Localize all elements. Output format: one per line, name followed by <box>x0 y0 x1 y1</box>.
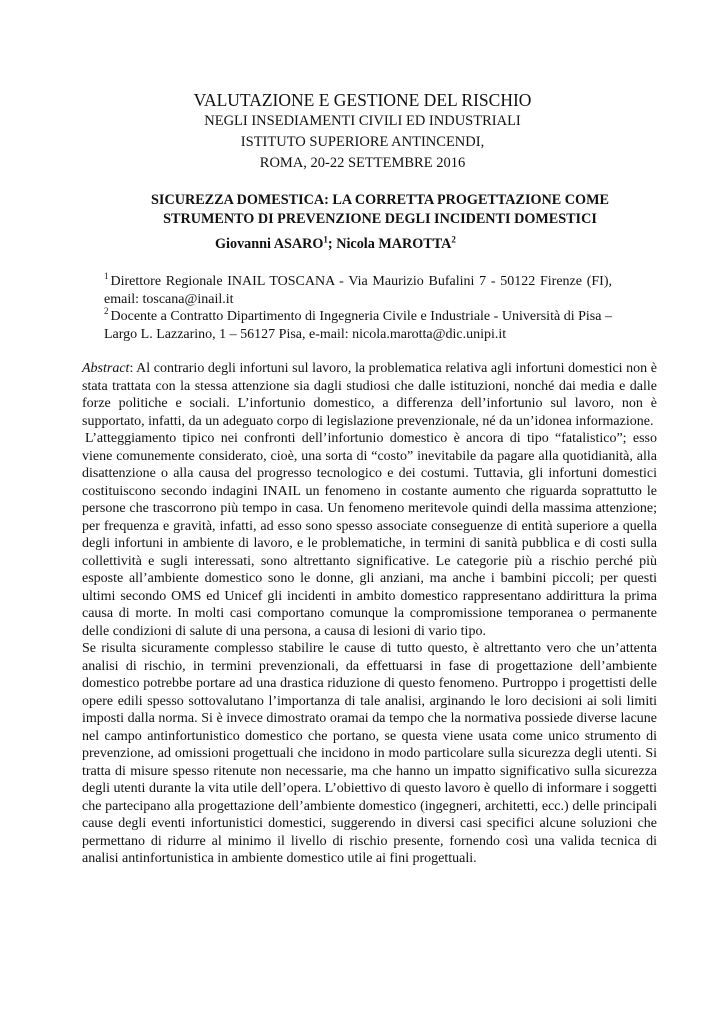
author-separator: ; <box>327 236 337 252</box>
footnote-mark: 2 <box>104 306 109 317</box>
affiliation-2 <box>104 308 612 343</box>
footnote-mark: 1 <box>323 234 328 245</box>
author-name: Giovanni ASARO <box>215 236 324 252</box>
footnote-mark: 2 <box>451 234 456 245</box>
abstract-paragraph-2: L’atteggiamento tipico nei confronti dell’infortunio domestico è ancora di tipo “fatalistico”; esso viene comunemente considerato, cioè, una sorta di “costo” inevitabile da pagare alla quotidianità, alla disattenzione o alla causa del progresso tecnologico e dei costumi. Tuttavia, gli infortuni domestici costituiscono secondo indagini INAIL un fenomeno in costante aumento che riguarda soprattutto le persone che trascorrono più tempo in casa. Un fenomeno meritevole quindi della massima attenzione; per frequenza e gravità, infatti, ad esso sono spesso associate conseguenze di entità superiore a quella degli infortuni in ambiente di lavoro, e le problematiche, in termini di sanità pubblica e di costi sulla collettività e sugli interessati, sono altrettanto significative. Le categorie più a rischio perché più esposte all’ambiente domestico sono le donne, gli anziani, ma anche i bambini piccoli; per questi ultimi secondo OMS ed Unicef gli incidenti in ambito domestico rappresentano addirittura la prima causa di morte. In molti casi comportano comunque la compromissione temporanea o permanente delle condizioni di salute di una persona, a causa di lesioni di vario tipo. <box>82 431 657 639</box>
abstract-label: Abstract <box>82 361 130 376</box>
conference-date: ROMA, 20-22 SETTEMBRE 2016 <box>259 155 466 171</box>
footnote-mark: 1 <box>104 271 109 282</box>
conference-subtitle: NEGLI INSEDIAMENTI CIVILI ED INDUSTRIALI <box>204 113 521 129</box>
abstract <box>82 360 657 868</box>
paper-title <box>110 191 650 229</box>
affiliation-1 <box>104 273 612 308</box>
abstract-colon: : <box>129 361 134 376</box>
affiliation-text: Direttore Regionale INAIL TOSCANA - Via Maurizio Bufalini 7 - 50122 Firenze (FI), email: toscana@inail.it <box>104 274 612 307</box>
affiliation-text: Docente a Contratto Dipartimento di Ingegneria Civile e Industriale - Università di Pisa – Largo L. Lazzarino, 1 – 56127 Pisa, e-mail: nicola.marotta@dic.unipi.it <box>104 309 612 342</box>
affiliations <box>104 273 612 343</box>
abstract-paragraph-1 <box>82 360 657 430</box>
author-list <box>215 236 456 253</box>
conference-title: VALUTAZIONE E GESTIONE DEL RISCHIO <box>193 90 532 110</box>
paper-title-line-1: SICUREZZA DOMESTICA: LA CORRETTA PROGETTAZIONE COME <box>151 192 609 208</box>
conference-header <box>0 90 725 174</box>
conference-venue: ISTITUTO SUPERIORE ANTINCENDI, <box>240 134 485 150</box>
abstract-paragraph-3: Se risulta sicuramente complesso stabilire le cause di tutto questo, è altrettanto vero che un’attenta analisi di rischio, in termini prevenzionali, da effettuarsi in fase di progettazione dell’ambiente domestico potrebbe portare ad una drastica riduzione di questo fenomeno. Purtroppo i progettisti delle opere edili spesso sottovalutano l’importanza di tale analisi, arginando le loro decisioni ai soli limiti imposti dalla norma. Si è invece dimostrato oramai da tempo che la normativa possiede diverse lacune nel campo antinfortunistico domestico che portano, se questa viene usata come unico strumento di prevenzione, ad omissioni progettuali che incidono in modo particolare sulla sicurezza degli utenti. Si tratta di misure spesso ritenute non necessarie, ma che hanno un impatto significativo sulla sicurezza degli utenti durante la vita utile dell’opera. L’obiettivo di questo lavoro è quello di informare i soggetti che partecipano alla progettazione dell’ambiente domestico (ingegneri, architetti, ecc.) delle principali cause degli eventi infortunistici domestici, suggerendo in diversi casi specifici alcune soluzioni che permettano di ridurre al minimo il livello di rischio presente, fornendo così una valida tecnica di analisi antinfortunistica in ambiente domestico utile ai fini progettuali. <box>82 641 657 866</box>
paragraph-text: Al contrario degli infortuni sul lavoro, la problematica relativa agli infortuni domestici non è stata trattata con la stessa attenzione sia dagli studiosi che dalle istituzioni, nonché dai media e dalle forze politiche e sociali. L’infortunio domestico, a differenza dell’infortunio sul lavoro, non è supportato, infatti, da un adeguato corpo di legislazione prevenzionale, né da un’idonea informazione. <box>82 361 657 429</box>
author-name: Nicola MAROTTA <box>336 236 452 252</box>
paper-title-line-2: STRUMENTO DI PREVENZIONE DEGLI INCIDENTI DOMESTICI <box>163 211 597 227</box>
